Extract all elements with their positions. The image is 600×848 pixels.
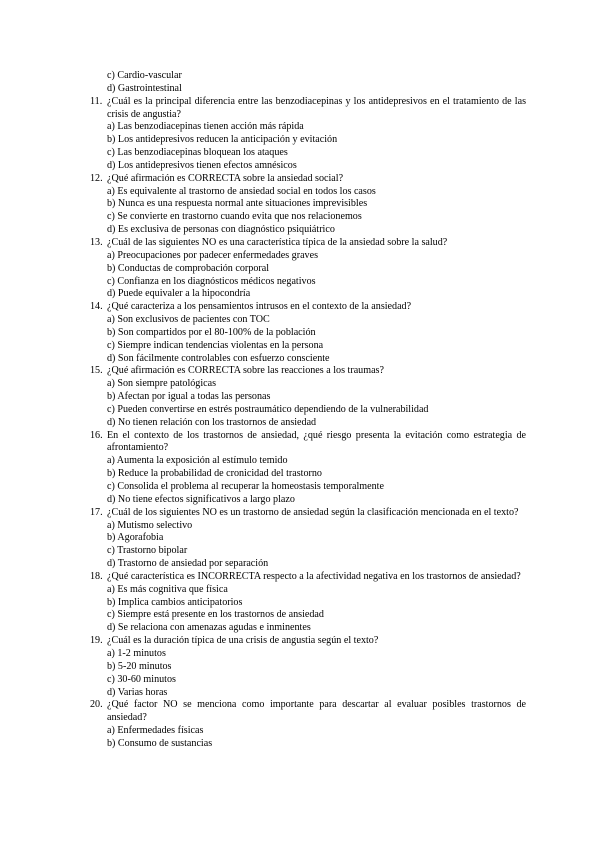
option-a: a) Aumenta la exposición al estímulo temido <box>107 455 288 467</box>
question-13 <box>90 237 526 301</box>
leading-options <box>90 70 526 96</box>
option-c: c) Cardio-vascular <box>107 70 182 81</box>
option-d: d) Trastorno de ansiedad por separación <box>107 558 269 570</box>
question-number: 16. <box>90 429 103 441</box>
question-19 <box>90 635 526 699</box>
question-16 <box>90 430 526 507</box>
option-c: c) Se convierte en trastorno cuando evita que nos relacionemos <box>107 211 362 223</box>
question-stem: ¿Cuál de los siguientes NO es un trastorno de ansiedad según la clasificación mencionada en el texto? <box>107 506 519 518</box>
option-d: d) Es exclusiva de personas con diagnóstico psiquiátrico <box>107 224 335 236</box>
option-a: a) Preocupaciones por padecer enfermedades graves <box>107 249 319 261</box>
option-b: b) 5-20 minutos <box>107 660 172 672</box>
option-b: b) Consumo de sustancias <box>107 737 213 749</box>
question-number: 20. <box>90 699 103 711</box>
question-stem: ¿Qué afirmación es CORRECTA sobre la ansiedad social? <box>107 172 344 184</box>
question-15 <box>90 365 526 429</box>
option-d: d) Los antidepresivos tienen efectos amnésicos <box>107 159 297 171</box>
option-a: a) Es equivalente al trastorno de ansiedad social en todos los casos <box>107 185 376 197</box>
option-c: c) Siempre está presente en los trastornos de ansiedad <box>107 609 324 621</box>
question-stem: ¿Qué afirmación es CORRECTA sobre las reacciones a los traumas? <box>107 365 384 377</box>
option-b: b) Reduce la probabilidad de cronicidad del trastorno <box>107 468 322 480</box>
question-14 <box>90 301 526 365</box>
option-a: a) 1-2 minutos <box>107 647 166 659</box>
option-b: b) Afectan por igual a todas las personas <box>107 391 271 403</box>
option-d: d) No tiene efectos significativos a largo plazo <box>107 493 295 505</box>
question-number: 17. <box>90 506 103 518</box>
question-stem: ¿Qué factor NO se menciona como importante para descartar al evaluar posibles trastornos de ansiedad? <box>107 699 526 724</box>
option-d: d) Puede equivaler a la hipocondría <box>107 288 251 300</box>
option-b: b) Agorafobia <box>107 532 164 544</box>
question-18 <box>90 571 526 635</box>
question-stem: ¿Cuál es la principal diferencia entre las benzodiacepinas y los antidepresivos en el tratamiento de las crisis de angustia? <box>107 95 526 120</box>
question-number: 13. <box>90 236 103 248</box>
question-number: 14. <box>90 301 103 313</box>
question-number: 18. <box>90 570 103 582</box>
question-17 <box>90 507 526 571</box>
option-d: d) Gastrointestinal <box>107 82 182 94</box>
question-stem: ¿Qué característica es INCORRECTA respecto a la afectividad negativa en los trastornos de ansiedad? <box>107 570 521 582</box>
question-20 <box>90 699 526 750</box>
question-number: 19. <box>90 635 103 647</box>
option-c: c) Consolida el problema al recuperar la homeostasis temporalmente <box>107 481 384 492</box>
question-number: 11. <box>90 95 103 107</box>
option-d: d) No tienen relación con los trastornos de ansiedad <box>107 416 317 428</box>
option-c: c) Las benzodiacepinas bloquean los ataques <box>107 147 288 159</box>
option-b: b) Implica cambios anticipatorios <box>107 596 243 608</box>
option-a: a) Las benzodiacepinas tienen acción más rápida <box>107 121 304 133</box>
question-stem: En el contexto de los trastornos de ansiedad, ¿qué riesgo presenta la evitación como estrategia de afrontamiento? <box>107 429 526 454</box>
option-d: d) Se relaciona con amenazas agudas e inminentes <box>107 622 311 634</box>
question-12 <box>90 173 526 237</box>
option-d: d) Varias horas <box>107 686 168 698</box>
option-c: c) 30-60 minutos <box>107 673 176 685</box>
question-number: 15. <box>90 365 103 377</box>
option-d: d) Son fácilmente controlables con esfuerzo consciente <box>107 352 330 364</box>
option-c: c) Pueden convertirse en estrés postraumático dependiendo de la vulnerabilidad <box>107 403 429 415</box>
option-a: a) Enfermedades físicas <box>107 725 204 737</box>
option-a: a) Son siempre patológicas <box>107 378 217 390</box>
question-number: 12. <box>90 172 103 184</box>
option-c: c) Confianza en los diagnósticos médicos negativos <box>107 275 316 287</box>
question-stem: ¿Qué caracteriza a los pensamientos intrusos en el contexto de la ansiedad? <box>107 301 412 313</box>
question-stem: ¿Cuál es la duración típica de una crisis de angustia según el texto? <box>107 635 379 647</box>
option-a: a) Son exclusivos de pacientes con TOC <box>107 314 270 326</box>
option-b: b) Son compartidos por el 80-100% de la población <box>107 326 316 338</box>
question-11 <box>90 96 526 173</box>
option-a: a) Es más cognitiva que física <box>107 583 228 595</box>
option-c: c) Siempre indican tendencias violentas en la persona <box>107 339 324 351</box>
option-a: a) Mutismo selectivo <box>107 519 193 531</box>
option-b: b) Conductas de comprobación corporal <box>107 262 270 274</box>
question-stem: ¿Cuál de las siguientes NO es una característica típica de la ansiedad sobre la salud? <box>107 236 448 248</box>
option-b: b) Los antidepresivos reducen la anticipación y evitación <box>107 134 338 146</box>
option-c: c) Trastorno bipolar <box>107 545 188 557</box>
option-b: b) Nunca es una respuesta normal ante situaciones imprevisibles <box>107 198 368 210</box>
question-list <box>90 70 526 751</box>
